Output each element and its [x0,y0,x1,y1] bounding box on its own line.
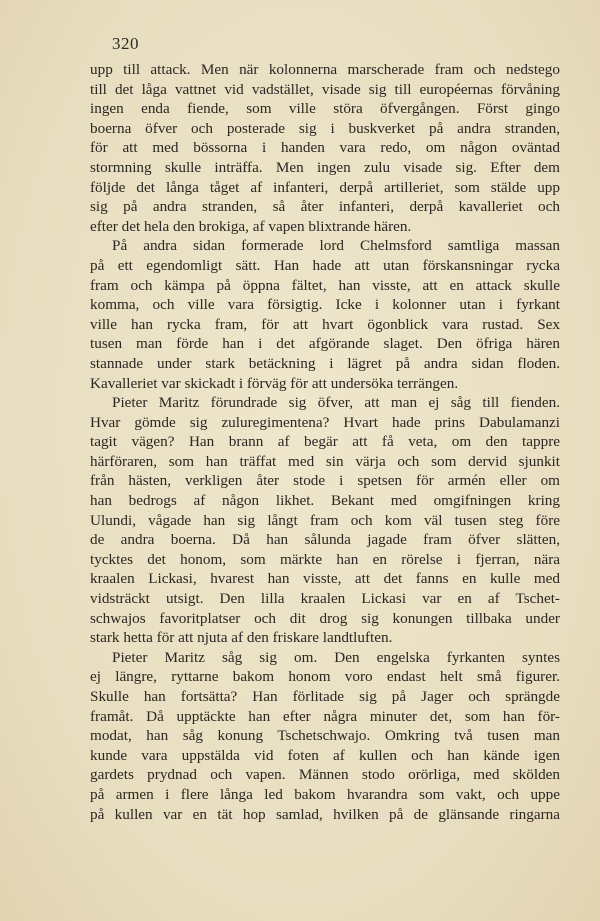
text-line: vidsträckt utsigt. Den lilla kraalen Lickasi var en af Tschet- [90,590,560,608]
text-line: stannade under stark betäckning i lägret på andra sidan floden. [90,354,560,372]
text-line: gardets prydnad och vapen. Männen stodo orörliga, med skölden [90,766,560,784]
text-line: härföraren, som han träffat med sin värja och som dervid sjunkit [90,452,560,470]
text-line: Ulundi, vågade han sig långt fram och kom väl tusen steg före [90,511,560,529]
body-text [90,60,560,824]
text-line: modat, han såg konung Tschetschwajo. Omkring två tusen man [90,727,560,745]
text-line: för att med bössorna i handen vara redo, om någon oväntad [90,139,560,157]
text-line: upp till attack. Men när kolonnerna marscherade fram och nedstego [90,61,560,78]
text-line: på armen i flere långa led bakom hvarandra som vakt, och uppe [90,785,560,803]
text-line: Pieter Maritz såg sig om. Den engelska fyrkanten syntes [112,648,560,666]
text-line: stormning skulle inträffa. Men ingen zulu visade sig. Efter dem [90,158,560,176]
text-line: kraalen Lickasi, hvarest han visste, att det fanns en kulle med [90,570,560,588]
text-line: Kavalleriet var skickadt i förväg för att undersöka terrängen. [90,374,459,392]
text-line: till det låga vattnet vid vadstället, visade sig till européernas förvåning [90,80,560,98]
page-number: 320 [112,34,139,53]
text-line: stark hetta för att njuta af den friskare landtluften. [90,629,393,647]
text-line: Skulle han fortsätta? Han förlitade sig på Jager och sprängde [90,688,560,705]
text-line: på ett egendomligt sätt. Han hade att utan förskansningar rycka [90,256,560,274]
text-line: Pieter Maritz förundrade sig öfver, att man ej såg till fienden. [112,394,560,412]
text-line: På andra sidan formerade lord Chelmsford samtliga massan [112,237,560,255]
text-line: sig på andra stranden, så åter infanteri, derpå kavalleriet och [90,198,560,216]
text-line: ville han rycka fram, för att hvart ögonblick vara rustad. Sex [90,315,560,333]
text-line: fram och kämpa på öppna fältet, han visste, att en attack skulle [90,276,560,294]
text-line: följde det långa tåget af infanteri, derpå artilleriet, som stälde upp [90,178,560,196]
text-line: tusen man förde han i det afgörande slaget. Den öfriga hären [90,335,560,353]
text-line: han bedrogs af någon likhet. Bekant med omgifningen kring [90,492,560,510]
text-line: schwajos favoritplatser och dit drog sig konungen tillbaka under [90,609,560,627]
text-line: de andra boerna. Då han sålunda jagade fram öfver slätten, [90,531,560,549]
text-line: framåt. Då upptäckte han efter några minuter det, som han för- [90,707,560,725]
text-line: tagit vägen? Han brann af begär att få veta, om den tappre [90,433,560,451]
text-line: komma, och ville vara försigtig. Icke i kolonner utan i fyrkant [90,296,560,314]
text-line: Hvar gömde sig zuluregimentena? Hvart hade prins Dabulamanzi [90,413,560,431]
text-line: ingen enda fiende, som ville störa öfvergången. Först gingo [90,100,560,118]
text-line: kunde vara uppstälda vid foten af kullen och han kände igen [90,746,560,764]
text-line: efter det hela den brokiga, af vapen blixtrande hären. [90,217,412,235]
text-line: från hästen, verkligen åter stode i spetsen för armén eller om [90,472,560,490]
text-line: ej längre, ryttarne bakom honom voro endast helt små figurer. [90,668,560,686]
text-line: tycktes det honom, som märkte han en rörelse i fjerran, nära [90,550,560,568]
text-line: boerna öfver och posterade sig i buskverket på andra stranden, [90,119,560,137]
text-line: på kullen var en tät hop samlad, hvilken på de glänsande ringarna [90,805,560,823]
